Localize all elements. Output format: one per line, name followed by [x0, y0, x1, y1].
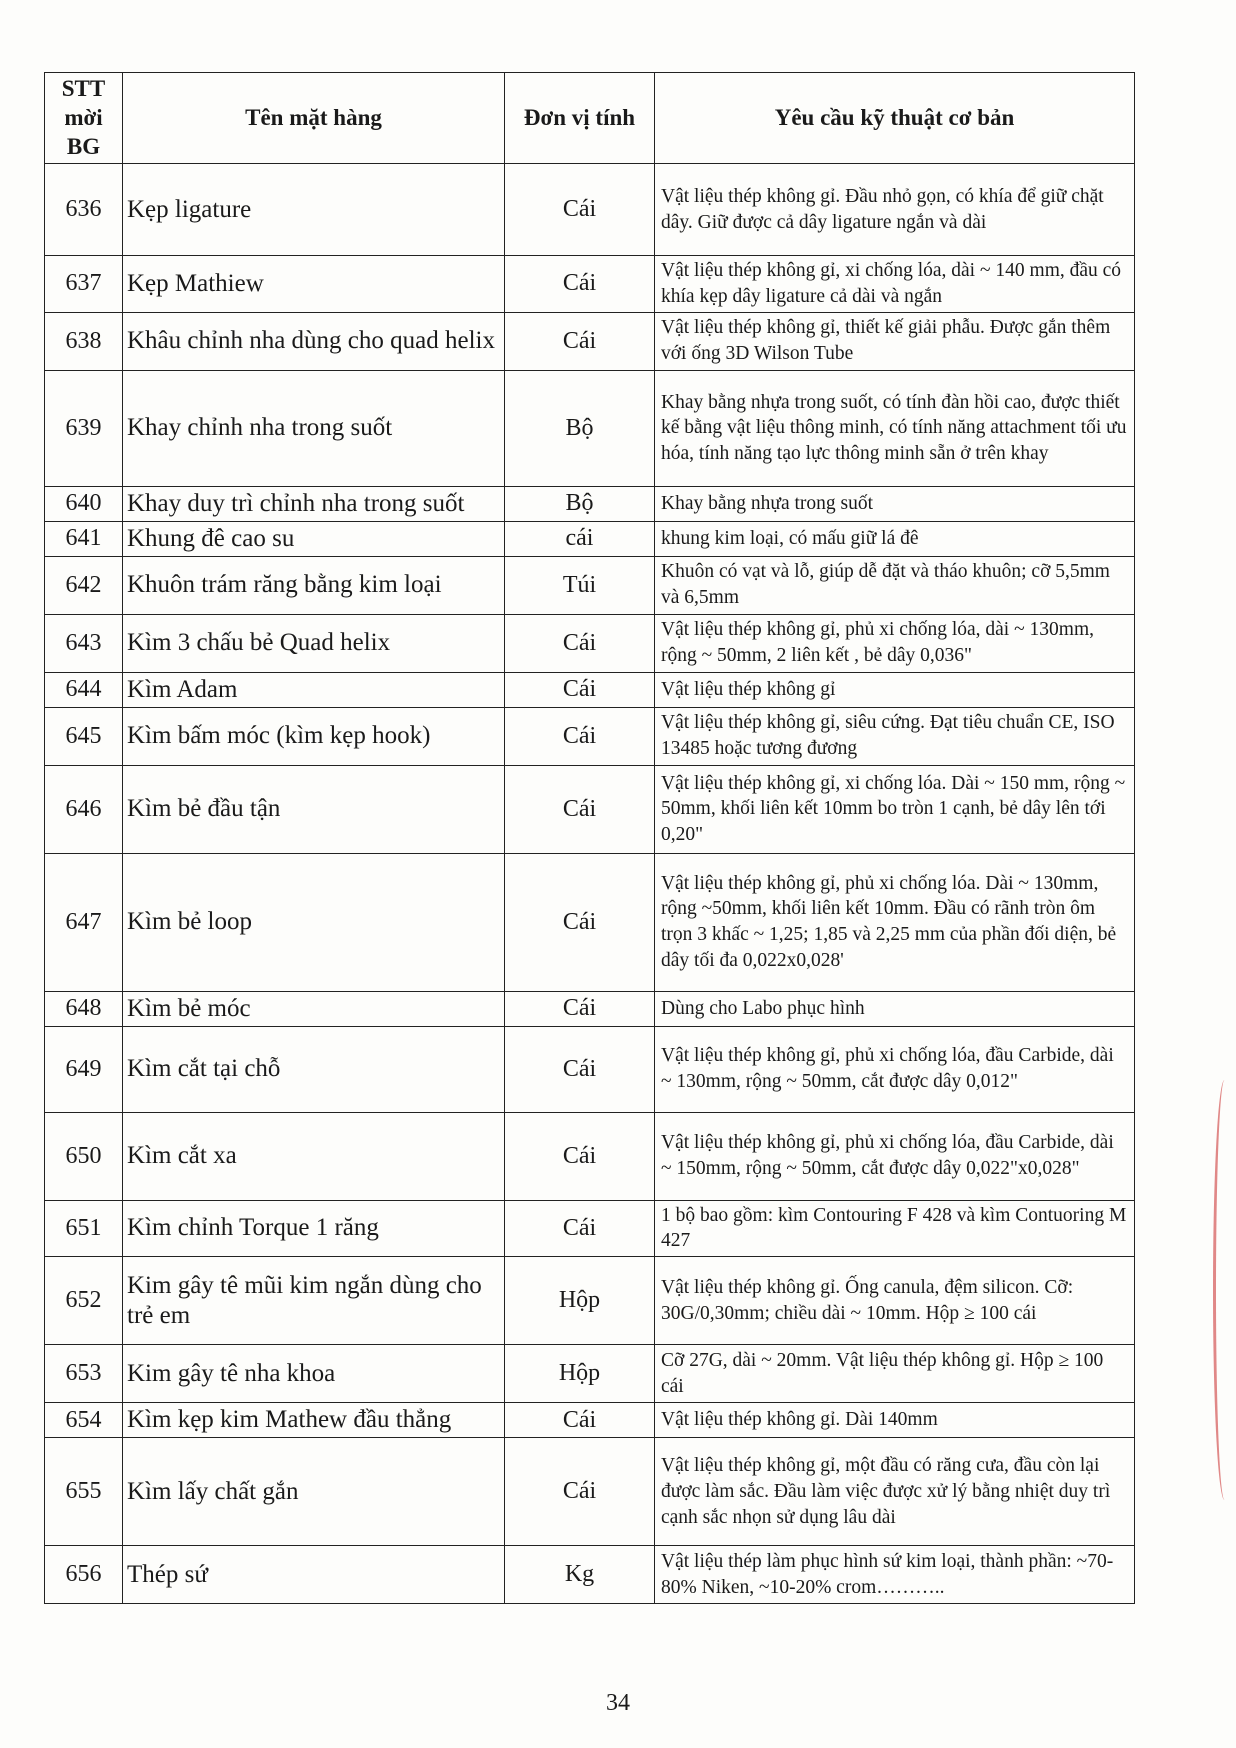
row-spec: Vật liệu thép không gỉ, phủ xi chống lóa, đầu Carbide, dài ~ 150mm, rộng ~ 50mm, cắt được dây 0,022"x0,028" — [655, 1112, 1135, 1200]
row-stt: 649 — [45, 1026, 123, 1112]
row-unit: Cái — [505, 765, 655, 853]
row-name: Kìm chỉnh Torque 1 răng — [123, 1200, 505, 1256]
row-spec: Khay bằng nhựa trong suốt — [655, 486, 1135, 521]
row-stt: 637 — [45, 256, 123, 312]
row-name: Kìm cắt tại chỗ — [123, 1026, 505, 1112]
row-unit: Cái — [505, 1112, 655, 1200]
row-name: Kìm 3 chấu bẻ Quad helix — [123, 614, 505, 672]
page-number: 34 — [606, 1690, 630, 1716]
row-name: Kìm lấy chất gắn — [123, 1438, 505, 1546]
row-name: Kim gây tê mũi kim ngắn dùng cho trẻ em — [123, 1257, 505, 1345]
table-row — [45, 765, 1135, 853]
items-table — [44, 72, 1135, 1604]
table-row — [45, 853, 1135, 991]
row-unit: Bộ — [505, 370, 655, 486]
row-name: Khay chỉnh nha trong suốt — [123, 370, 505, 486]
row-stt: 639 — [45, 370, 123, 486]
row-spec: Vật liệu thép không gỉ, phủ xi chống lóa, đầu Carbide, dài ~ 130mm, rộng ~ 50mm, cắt được dây 0,012" — [655, 1026, 1135, 1112]
table-header-row — [45, 73, 1135, 164]
row-unit: Hộp — [505, 1345, 655, 1403]
table-row — [45, 1546, 1135, 1604]
row-name: Kìm bẻ đầu tận — [123, 765, 505, 853]
row-unit: Cái — [505, 256, 655, 312]
table-row — [45, 256, 1135, 312]
row-unit: Cái — [505, 1200, 655, 1256]
row-stt: 644 — [45, 672, 123, 707]
row-stt: 652 — [45, 1257, 123, 1345]
row-unit: Cái — [505, 991, 655, 1026]
row-spec: Dùng cho Labo phục hình — [655, 991, 1135, 1026]
table-row — [45, 1026, 1135, 1112]
row-spec: Vật liệu thép không gỉ, siêu cứng. Đạt tiêu chuẩn CE, ISO 13485 hoặc tương đương — [655, 707, 1135, 765]
row-stt: 648 — [45, 991, 123, 1026]
row-name: Kìm bẻ móc — [123, 991, 505, 1026]
table-row — [45, 1257, 1135, 1345]
row-spec: khung kim loại, có mấu giữ lá đê — [655, 521, 1135, 556]
table-row — [45, 521, 1135, 556]
row-spec: Vật liệu thép làm phục hình sứ kim loại, thành phần: ~70-80% Niken, ~10-20% crom……….. — [655, 1546, 1135, 1604]
header-unit: Đơn vị tính — [505, 73, 655, 164]
row-stt: 653 — [45, 1345, 123, 1403]
row-unit: Cái — [505, 1403, 655, 1438]
table-row — [45, 1345, 1135, 1403]
row-stt: 640 — [45, 486, 123, 521]
row-spec: Vật liệu thép không gỉ, một đầu có răng cưa, đầu còn lại được làm sắc. Đầu làm việc được xử lý bằng nhiệt duy trì cạnh sắc nhọn sử dụng lâu dài — [655, 1438, 1135, 1546]
row-stt: 638 — [45, 312, 123, 370]
table-row — [45, 164, 1135, 256]
row-unit: Hộp — [505, 1257, 655, 1345]
row-stt: 641 — [45, 521, 123, 556]
row-unit: Cái — [505, 672, 655, 707]
row-name: Kẹp ligature — [123, 164, 505, 256]
row-unit: cái — [505, 521, 655, 556]
row-name: Kìm cắt xa — [123, 1112, 505, 1200]
row-name: Khung đê cao su — [123, 521, 505, 556]
table-row — [45, 672, 1135, 707]
table-row — [45, 312, 1135, 370]
row-stt: 656 — [45, 1546, 123, 1604]
red-stamp-edge — [1213, 1080, 1236, 1500]
table-row — [45, 1403, 1135, 1438]
row-name: Thép sứ — [123, 1546, 505, 1604]
row-stt: 650 — [45, 1112, 123, 1200]
row-name: Kìm kẹp kim Mathew đầu thẳng — [123, 1403, 505, 1438]
row-name: Kẹp Mathiew — [123, 256, 505, 312]
row-spec: 1 bộ bao gồm: kìm Contouring F 428 và kìm Contuoring M 427 — [655, 1200, 1135, 1256]
row-spec: Vật liệu thép không gỉ, xi chống lóa, dài ~ 140 mm, đầu có khía kẹp dây ligature cả dài và ngắn — [655, 256, 1135, 312]
row-unit: Cái — [505, 853, 655, 991]
row-name: Khay duy trì chỉnh nha trong suốt — [123, 486, 505, 521]
table-row — [45, 1438, 1135, 1546]
table-row — [45, 486, 1135, 521]
table-row — [45, 614, 1135, 672]
row-spec: Vật liệu thép không gỉ, phủ xi chống lóa, dài ~ 130mm, rộng ~ 50mm, 2 liên kết , bẻ dây 0,036" — [655, 614, 1135, 672]
table-row — [45, 1112, 1135, 1200]
row-unit: Cái — [505, 1438, 655, 1546]
row-spec: Vật liệu thép không gỉ, phủ xi chống lóa. Dài ~ 130mm, rộng ~50mm, khối liên kết 10mm. Đầu có rãnh tròn ôm trọn 3 khấc ~ 1,25; 1,85 và 2,25 mm của phần đối diện, bẻ dây tối đa 0,022x0,028' — [655, 853, 1135, 991]
row-stt: 655 — [45, 1438, 123, 1546]
row-stt: 636 — [45, 164, 123, 256]
row-stt: 647 — [45, 853, 123, 991]
table-row — [45, 1200, 1135, 1256]
row-unit: Cái — [505, 312, 655, 370]
header-stt: STT mời BG — [45, 73, 123, 164]
row-name: Kìm Adam — [123, 672, 505, 707]
row-unit: Bộ — [505, 486, 655, 521]
row-stt: 654 — [45, 1403, 123, 1438]
table-row — [45, 370, 1135, 486]
row-unit: Cái — [505, 1026, 655, 1112]
row-unit: Túi — [505, 556, 655, 614]
row-spec: Vật liệu thép không gỉ, thiết kế giải phẫu. Được gắn thêm với ống 3D Wilson Tube — [655, 312, 1135, 370]
row-stt: 645 — [45, 707, 123, 765]
table-row — [45, 707, 1135, 765]
row-stt: 642 — [45, 556, 123, 614]
row-spec: Vật liệu thép không gỉ, xi chống lóa. Dài ~ 150 mm, rộng ~ 50mm, khối liên kết 10mm bo tròn 1 cạnh, bẻ dây lên tới 0,20" — [655, 765, 1135, 853]
row-unit: Cái — [505, 707, 655, 765]
table-body — [45, 164, 1135, 1604]
row-name: Khuôn trám răng bằng kim loại — [123, 556, 505, 614]
row-spec: Vật liệu thép không gỉ. Dài 140mm — [655, 1403, 1135, 1438]
row-unit: Kg — [505, 1546, 655, 1604]
row-stt: 651 — [45, 1200, 123, 1256]
row-spec: Cỡ 27G, dài ~ 20mm. Vật liệu thép không gỉ. Hộp ≥ 100 cái — [655, 1345, 1135, 1403]
row-name: Kìm bấm móc (kìm kẹp hook) — [123, 707, 505, 765]
table-row — [45, 991, 1135, 1026]
row-spec: Khuôn có vạt và lỗ, giúp dễ đặt và tháo khuôn; cỡ 5,5mm và 6,5mm — [655, 556, 1135, 614]
document-page — [44, 72, 1134, 1604]
row-name: Kim gây tê nha khoa — [123, 1345, 505, 1403]
row-name: Khâu chỉnh nha dùng cho quad helix — [123, 312, 505, 370]
header-name: Tên mặt hàng — [123, 73, 505, 164]
row-stt: 646 — [45, 765, 123, 853]
row-name: Kìm bẻ loop — [123, 853, 505, 991]
row-spec: Vật liệu thép không gỉ. Đầu nhỏ gọn, có khía để giữ chặt dây. Giữ được cả dây ligature ngắn và dài — [655, 164, 1135, 256]
row-unit: Cái — [505, 614, 655, 672]
row-spec: Vật liệu thép không gỉ — [655, 672, 1135, 707]
row-spec: Vật liệu thép không gỉ. Ống canula, đệm silicon. Cỡ: 30G/0,30mm; chiều dài ~ 10mm. Hộp ≥ 100 cái — [655, 1257, 1135, 1345]
row-stt: 643 — [45, 614, 123, 672]
row-spec: Khay bằng nhựa trong suốt, có tính đàn hồi cao, được thiết kế bằng vật liệu thông minh, có tính năng attachment tối ưu hóa, tính năng tạo lực thông minh sẵn ở trên khay — [655, 370, 1135, 486]
row-unit: Cái — [505, 164, 655, 256]
table-row — [45, 556, 1135, 614]
header-spec: Yêu cầu kỹ thuật cơ bản — [655, 73, 1135, 164]
